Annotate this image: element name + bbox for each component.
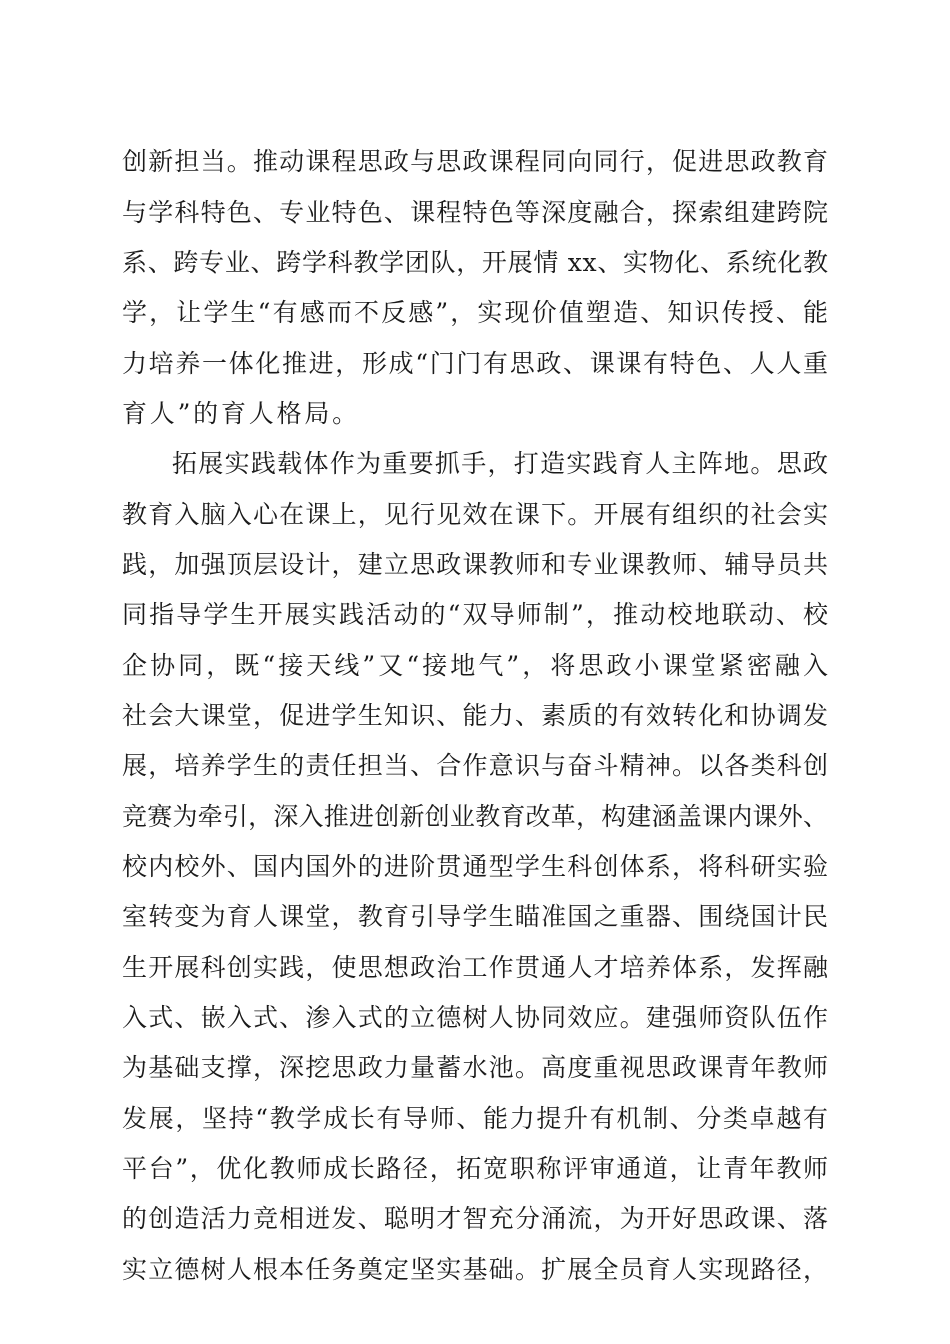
text-line: 入式、嵌入式、渗入式的立德树人协同效应。建强师资队伍作 (122, 1003, 830, 1032)
text-line: 系、跨专业、跨学科教学团队，开展情 xx、实物化、系统化教 (122, 248, 829, 277)
text-line: 力培养一体化推进，形成“门门有思政、课课有特色、人人重 (122, 349, 830, 378)
text-line: 实立德树人根本任务奠定坚实基础。扩展全员育人实现路径， (122, 1255, 830, 1284)
text-line: 拓展实践载体作为重要抓手，打造实践育人主阵地。思政 (172, 449, 830, 478)
text-line: 的创造活力竞相迸发、聪明才智充分涌流，为开好思政课、落 (122, 1204, 830, 1233)
text-line: 平台”，优化教师成长路径，拓宽职称评审通道，让青年教师 (122, 1154, 830, 1183)
text-line: 学，让学生“有感而不反感”，实现价值塑造、知识传授、能 (122, 298, 831, 327)
text-line: 社会大课堂，促进学生知识、能力、素质的有效转化和协调发 (122, 701, 830, 730)
text-line: 发展，坚持“教学成长有导师、能力提升有机制、分类卓越有 (122, 1104, 830, 1133)
text-line: 教育入脑入心在课上，见行见效在课下。开展有组织的社会实 (122, 500, 830, 529)
text-line: 与学科特色、专业特色、课程特色等深度融合，探索组建跨院 (122, 198, 830, 227)
text-line: 育人”的育人格局。 (122, 399, 360, 428)
text-line: 同指导学生开展实践活动的“双导师制”，推动校地联动、校 (122, 600, 831, 629)
text-line: 竞赛为牵引，深入推进创新创业教育改革，构建涵盖课内课外、 (122, 802, 829, 831)
text-line: 生开展科创实践，使思想政治工作贯通人才培养体系，发挥融 (122, 953, 830, 982)
text-line: 创新担当。推动课程思政与思政课程同向同行，促进思政教育 (122, 147, 830, 176)
text-line: 展，培养学生的责任担当、合作意识与奋斗精神。以各类科创 (122, 751, 830, 780)
text-line: 为基础支撑，深挖思政力量蓄水池。高度重视思政课青年教师 (122, 1053, 830, 1082)
text-line: 企协同，既“接天线”又“接地气”，将思政小课堂紧密融入 (122, 651, 832, 680)
text-line: 室转变为育人课堂，教育引导学生瞄准国之重器、围绕国计民 (122, 902, 830, 931)
text-line: 校内校外、国内国外的进阶贯通型学生科创体系，将科研实验 (122, 852, 830, 881)
text-line: 践，加强顶层设计，建立思政课教师和专业课教师、辅导员共 (122, 550, 830, 579)
